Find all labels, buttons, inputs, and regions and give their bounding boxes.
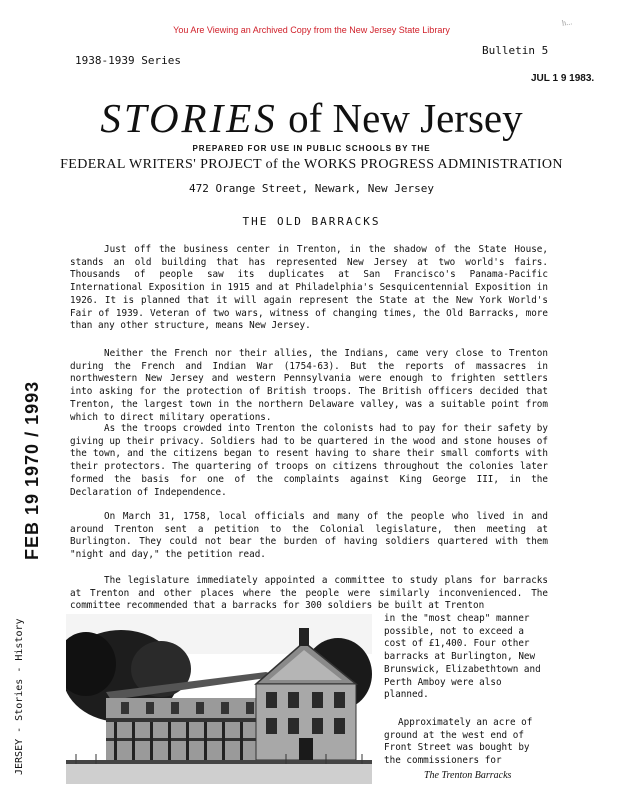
body-paragraph: As the troops crowded into Trenton the colonists had to pay for their safety by giving up their privacy. Soldiers had to be quartered in the wood and stone houses of the town, and the citizens began to resent having to share their small comforts with their protectors. The quartering of troops on citizens throughout the colonies later formed the basis for one of the complaints against King George III, in the Declaration of Independence. [70, 423, 548, 498]
writers-project-line: FEDERAL WRITERS' PROJECT of the WORKS PROGRESS ADMINISTRATION [60, 157, 563, 172]
column-paragraph: in the "most cheap" manner possible, not to exceed a cost of £1,400. Four other barracks at Burlington, New Brunswick, Elizabethtown and Perth Amboy were also planned. [384, 613, 541, 701]
corner-pencil-note: h... [561, 17, 573, 28]
bulletin-number: Bulletin 5 [482, 44, 549, 57]
photo-caption: The Trenton Barracks [424, 770, 512, 781]
prepared-line: PREPARED FOR USE IN PUBLIC SCHOOLS BY THE [192, 144, 431, 153]
date-stamp: JUL 1 9 1983. [531, 73, 595, 84]
side-subject-label: JERSEY - Stories - History [14, 618, 25, 775]
side-date-stamp: FEB 19 1970 / 1993 [22, 380, 42, 560]
title-of-new-jersey: of New Jersey [288, 95, 523, 141]
article-heading: THE OLD BARRACKS [242, 215, 381, 228]
title-stories: STORIES [100, 95, 278, 141]
body-paragraph: The legislature immediately appointed a committee to study plans for barracks at Trenton and other places where the people were similarly inconvenienced. The committee recommended that a barracks for 300 soldiers be built at Trenton [70, 575, 548, 612]
body-paragraph: On March 31, 1758, local officials and many of the people who lived in and around Trenton sent a petition to the Colonial legislature, then meeting at Burlington. They could not bear the burden of having soldiers quartered with them "night and day," the petition read. [70, 511, 548, 561]
archive-banner: You Are Viewing an Archived Copy from the New Jersey State Library [173, 25, 450, 35]
publication-title [0, 96, 623, 140]
address-line: 472 Orange Street, Newark, New Jersey [188, 182, 435, 195]
trenton-barracks-photo [66, 614, 372, 784]
column-paragraph: Approximately an acre of ground at the west end of Front Street was bought by the commissioners for [384, 717, 533, 767]
body-paragraph: Neither the French nor their allies, the Indians, came very close to Trenton during the French and Indian War (1754-63). But the reports of massacres in northwestern New Jersey and western Pennsylvania were enough to frighten settlers into asking for the protection of British troops. The British officers decided that Trenton, the largest town in the northern Delaware valley, was a suitable point from which to direct military operations. [70, 348, 548, 423]
series-label: 1938-1939 Series [75, 54, 181, 67]
body-paragraph: Just off the business center in Trenton, in the shadow of the State House, stands an old building that has represented New Jersey at two world's fairs. Thousands of people saw its duplicates at San Francisco's Panama-Pacific International Exposition in 1915 and at Philadelphia's Sesquicentennial Exposition in 1926. It is planned that it will again represent the State at the New York World's Fair of 1939. Veteran of two wars, witness of changing times, the Old Barracks, more than any other structure, means New Jersey. [70, 244, 548, 332]
